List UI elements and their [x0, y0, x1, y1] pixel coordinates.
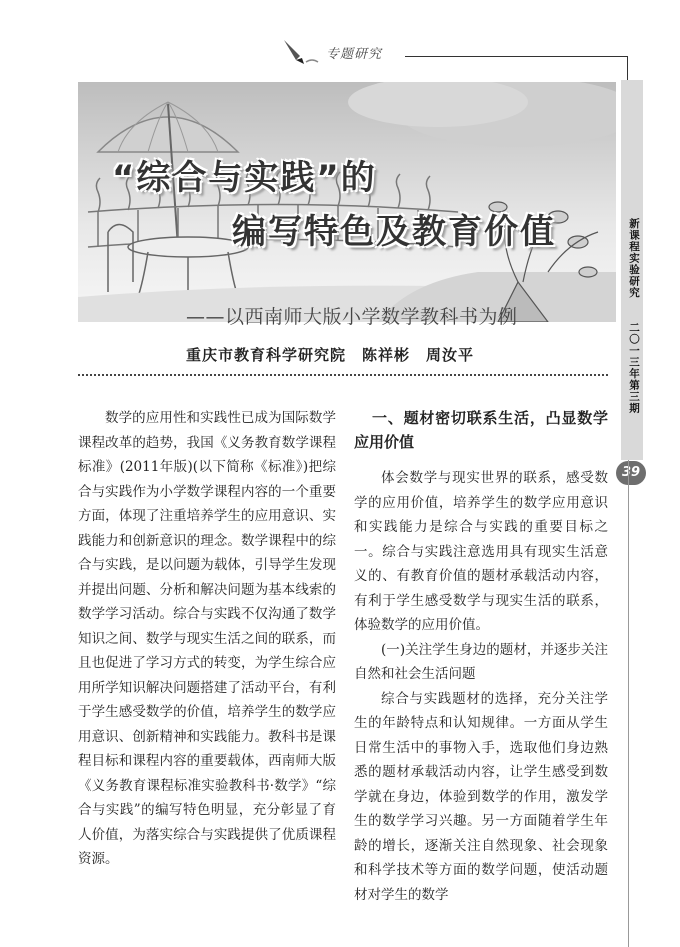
page-header	[280, 38, 382, 66]
body-paragraph: 综合与实践题材的选择，充分关注学生的年龄特点和认知规律。一方面从学生日常生活中的事物入手，选取他们身边熟悉的题材承载活动内容，让学生感受到数学就在身边，体验到数学的作用，激发学生的数学学习兴趣。另一方面随着学生年龄的增长，逐渐关注自然现象、社会现象和科学技术等方面的数学问题，使活动题材对学生的数学	[354, 690, 608, 903]
journal-name: 新课程实验研究	[628, 218, 640, 299]
body-paragraph: 体会数学与现实世界的联系，感受数学的应用价值，培养学生的数学应用意识和实践能力是综合与实践的重要目标之一。综合与实践注意选用具有现实生活意义的、有教育价值的题材承载活动内容，有利于学生感受数学与现实生活的联系，体验数学的应用价值。	[354, 470, 608, 633]
section-heading: 一、题材密切联系生活，凸显数学应用价值	[354, 409, 608, 451]
page-number: 39	[616, 461, 646, 485]
header-rule	[405, 56, 627, 57]
header-rule-vertical	[627, 56, 628, 81]
article-title-line1: “综合与实践”的	[112, 158, 377, 198]
sidebar-rule	[628, 460, 629, 947]
pen-nib-icon	[280, 38, 320, 66]
divider	[78, 374, 608, 376]
garden-scene-illustration	[78, 82, 616, 322]
article-subtitle: ——以西南师大版小学数学教科书为例	[186, 306, 518, 328]
intro-paragraph: 数学的应用性和实践性已成为国际数学课程改革的趋势，我国《义务教育数学课程标准》(2011年版)(以下简称《标准》)把综合与实践作为小学数学课程内容的一个重要方面，体现了注重培养学生的应用意识、实践能力和创新意识的理念。数学课程中的综合与实践，是以问题为载体，引导学生发现并提出问题、分析和解决问题为基本线索的数学学习活动。综合与实践不仅沟通了数学知识之间、数学与现实生活之间的联系，而且也促进了学习方式的转变，为学生综合应用所学知识解决问题搭建了活动平台，有利于学生感受数学的价值，培养学生的数学应用意识、创新精神和实践能力。教科书是课程目标和课程内容的重要载体，西南师大版《义务教育课程标准实验教科书·数学》“综合与实践”的编写特色明显，充分彰显了育人价值，为落实综合与实践提供了优质课程资源。	[78, 410, 336, 867]
right-column	[354, 406, 608, 907]
left-column	[78, 406, 336, 872]
author-line: 重庆市教育科学研究院 陈祥彬 周汝平	[186, 346, 475, 364]
title-banner-illustration	[78, 82, 616, 322]
section-label: 专题研究	[326, 46, 383, 62]
article-title-line2: 编写特色及教育价值	[232, 212, 556, 252]
journal-issue: 二〇一三年第三期	[628, 322, 640, 414]
subsection-heading: (一)关注学生身边的题材，并逐步关注自然和社会生活问题	[354, 641, 608, 682]
